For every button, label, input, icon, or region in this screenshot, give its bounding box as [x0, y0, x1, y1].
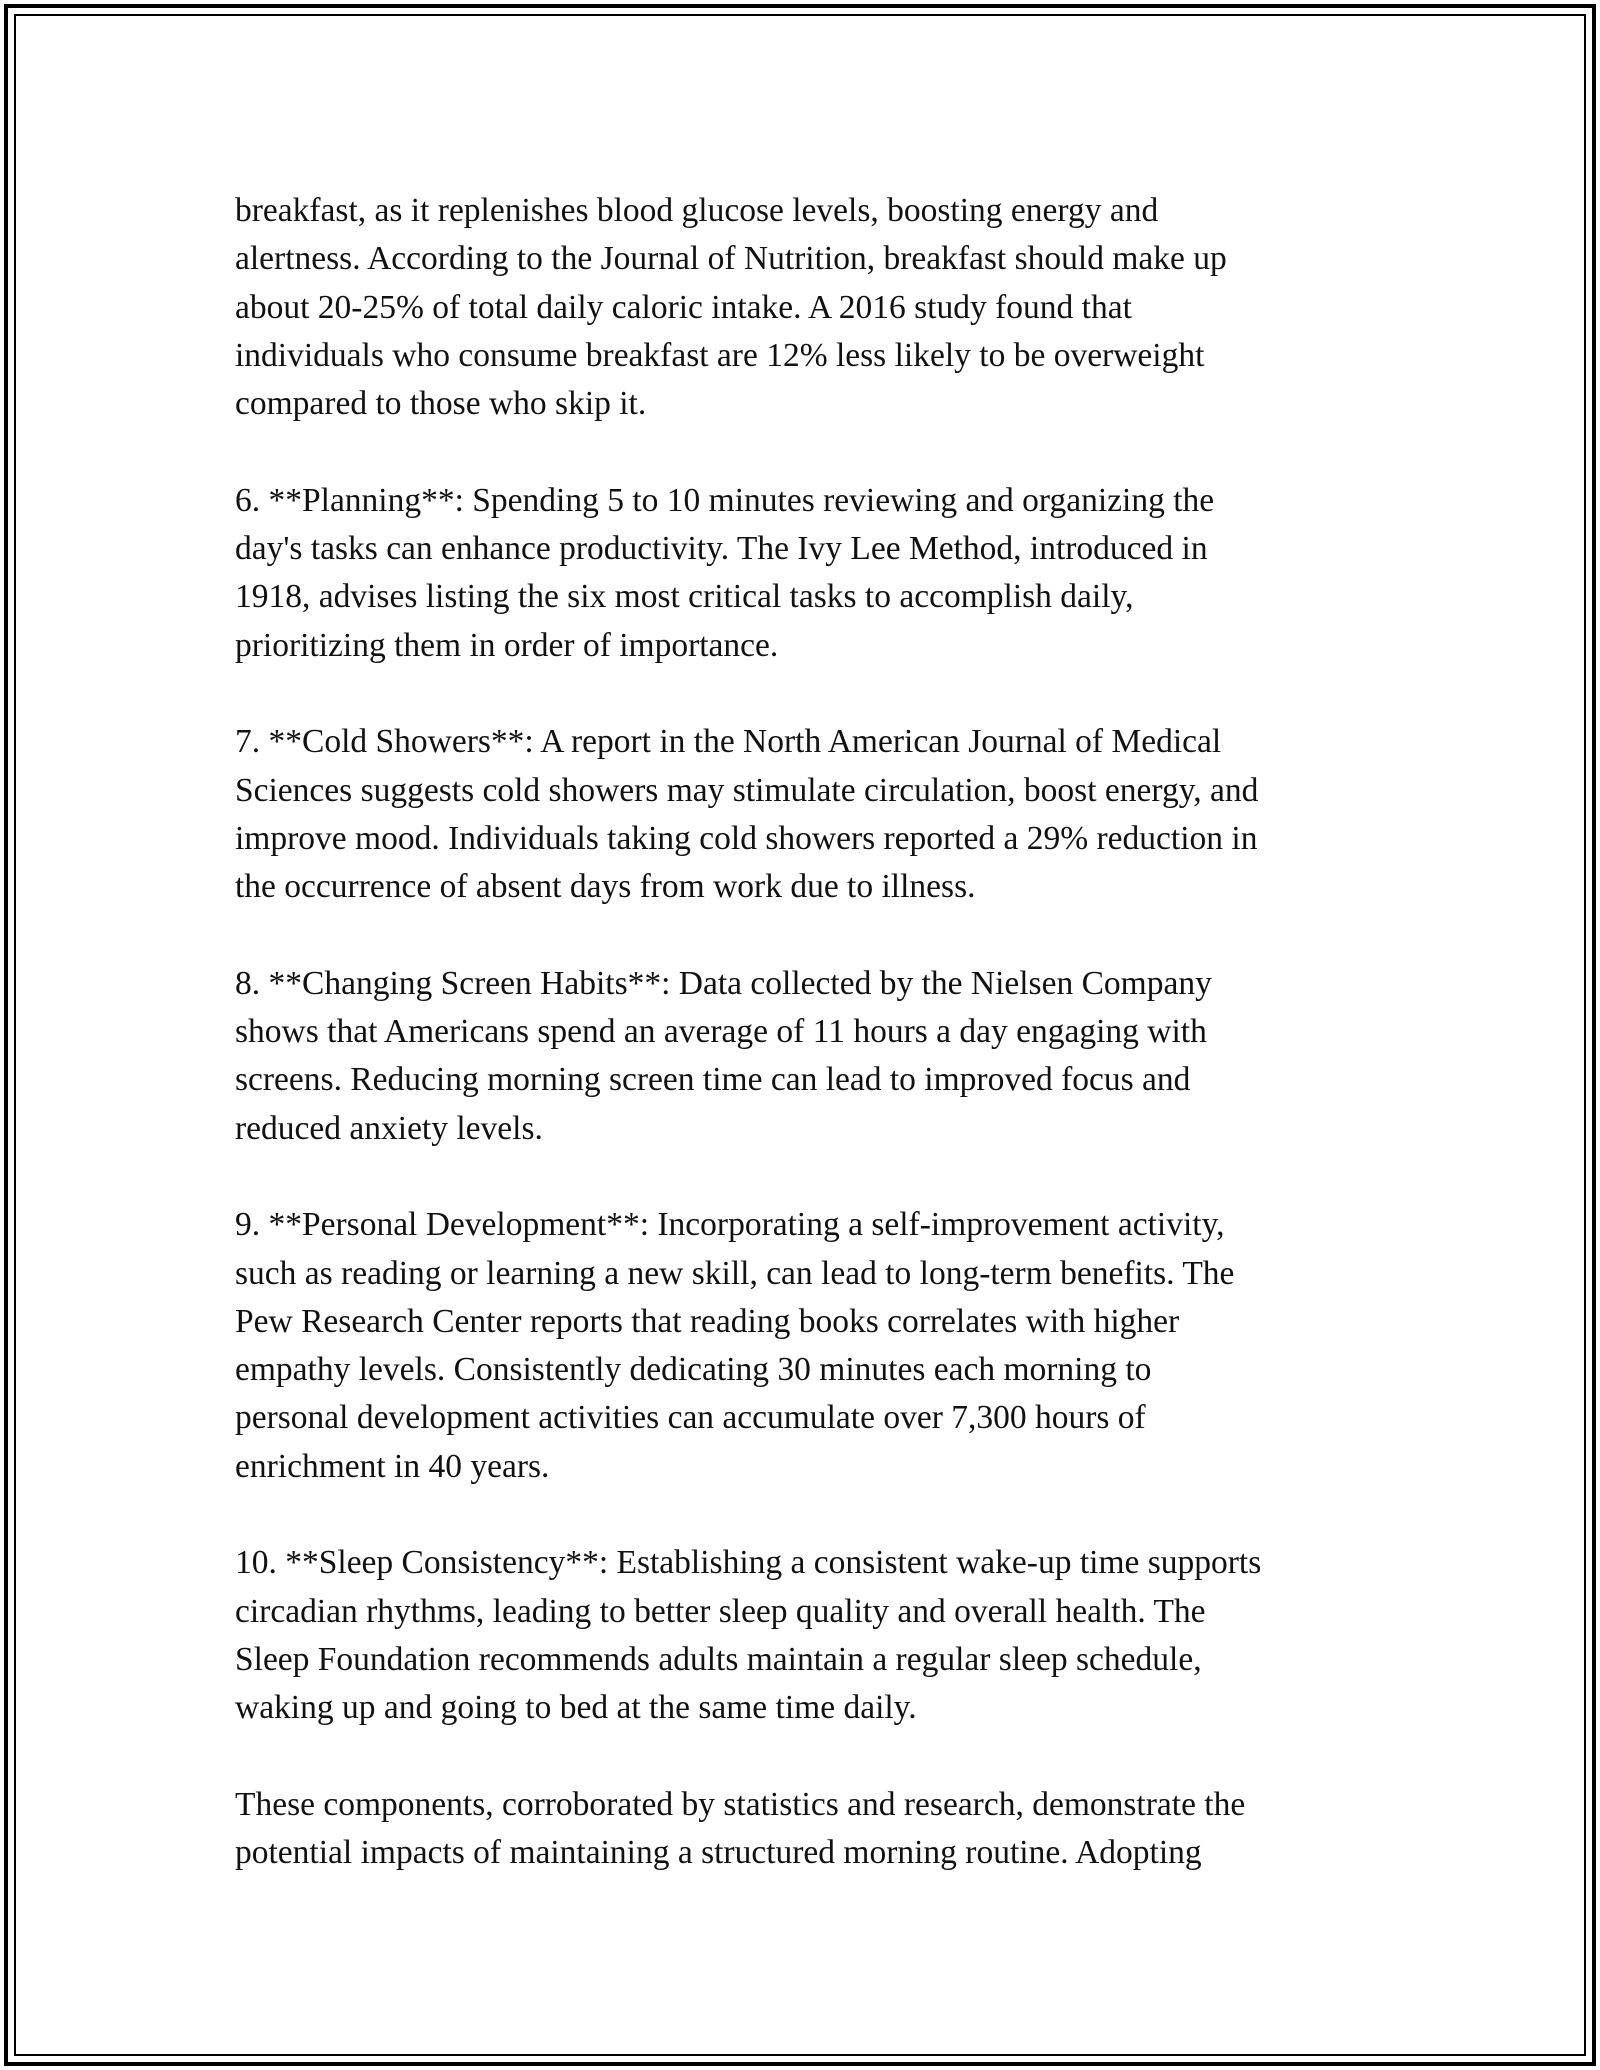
- paragraph-breakfast-continued: breakfast, as it replenishes blood glucose levels, boosting energy and alertness. According to the Journal of Nutrition, breakfast should make up about 20-25% of total daily caloric intake. A 2016 study found that individuals who consume breakfast are 12% less likely to be overweight compared to those who skip it.: [235, 192, 1227, 423]
- paragraph-conclusion: These components, corroborated by statistics and research, demonstrate the potential impacts of maintaining a structured morning routine. Adopting: [235, 1785, 1246, 1872]
- paragraph-cold-showers: 7. **Cold Showers**: A report in the North American Journal of Medical Sciences suggests cold showers may stimulate circulation, boost energy, and improve mood. Individuals taking cold showers reported a 29% reduction in the occurrence of absent days from work due to illness.: [235, 723, 1259, 906]
- paragraph-sleep-consistency: 10. **Sleep Consistency**: Establishing a consistent wake-up time supports circadian rhythms, leading to better sleep quality and overall health. The Sleep Foundation recommends adults maintain a regular sleep schedule, waking up and going to bed at the same time daily.: [235, 1544, 1262, 1727]
- document-body: [235, 187, 1375, 1926]
- paragraph-screen-habits: 8. **Changing Screen Habits**: Data collected by the Nielsen Company shows that Americans spend an average of 11 hours a day engaging with screens. Reducing morning screen time can lead to improved focus and reduced anxiety levels.: [235, 964, 1212, 1147]
- paragraph-planning: 6. **Planning**: Spending 5 to 10 minutes reviewing and organizing the day's tasks can enhance productivity. The Ivy Lee Method, introduced in 1918, advises listing the six most critical tasks to accomplish daily, prioritizing them in order of importance.: [235, 481, 1215, 664]
- paragraph-personal-development: 9. **Personal Development**: Incorporating a self-improvement activity, such as reading or learning a new skill, can lead to long-term benefits. The Pew Research Center reports that reading books correlates with higher empathy levels. Consistently dedicating 30 minutes each morning to personal development activities can accumulate over 7,300 hours of enrichment in 40 years.: [235, 1206, 1235, 1485]
